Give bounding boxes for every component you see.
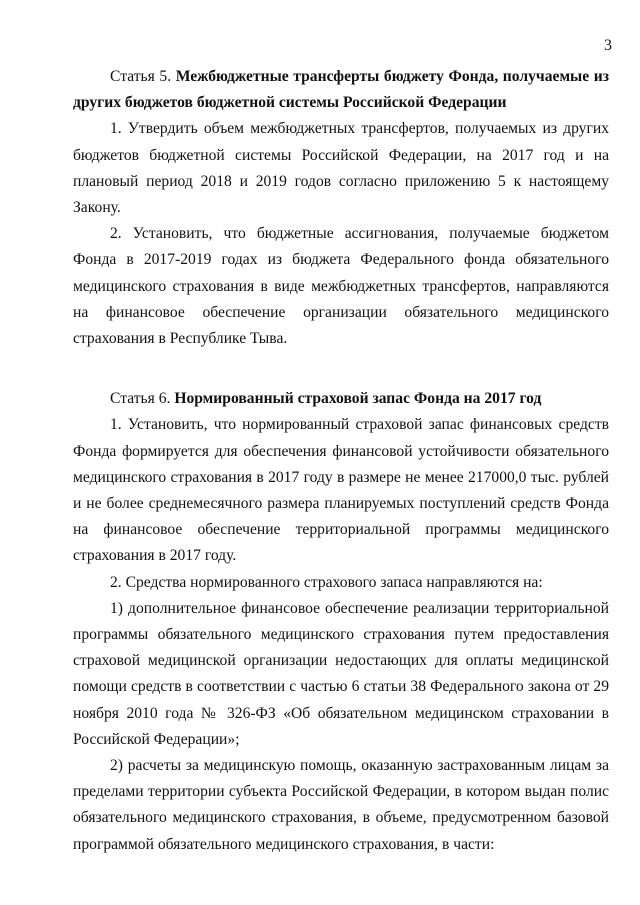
- article-5-paragraph-2: 2. Установить, что бюджетные ассигнования, получаемые бюджетом Фонда в 2017-2019 годах из бюджета Федерального фонда обязательного медицинского страхования в виде межбюджетных трансфертов, направляются на финансовое обеспечение организации обязательного медицинского страхования в Республике Тыва.: [73, 225, 609, 348]
- article-5-paragraph-1: 1. Утвердить объем межбюджетных трансфертов, получаемых из других бюджетов бюджетной системы Российской Федерации, на 2017 год и на плановый период 2018 и 2019 годов согласно приложению 5 к настоящему Закону.: [73, 120, 609, 217]
- article-6-title: Нормированный страховой запас Фонда на 2017 год: [174, 390, 542, 408]
- article-6-paragraph-4: 2) расчеты за медицинскую помощь, оказанную застрахованным лицам за пределами территории субъекта Российской Федерации, в котором выдан полис обязательного медицинского страхования, в объеме, предусмотренном базовой программой обязательного медицинского страхования, в части:: [73, 757, 609, 853]
- section-spacer: [73, 352, 609, 386]
- document-body: [73, 64, 609, 858]
- article-5-title: Межбюджетные трансферты бюджету Фонда, получаемые из других бюджетов бюджетной системы Российской Федерации: [73, 68, 609, 112]
- article-6-heading: [73, 386, 609, 412]
- article-5-heading: [73, 64, 609, 116]
- article-5-prefix: Статья 5.: [110, 68, 176, 85]
- article-6-paragraph-3: 1) дополнительное финансовое обеспечение реализации территориальной программы обязательного медицинского страхования путем предоставления страховой медицинской организации недостающих для оплаты медицинской помощи средств в соответствии с частью 6 статьи 38 Федерального закона от 29 ноября 2010 года № 326-ФЗ «Об обязательном медицинском страховании в Российской Федерации»;: [73, 599, 609, 748]
- article-6-prefix: Статья 6.: [110, 390, 175, 408]
- page-number: 3: [604, 37, 612, 54]
- article-6-paragraph-2: 2. Средства нормированного страхового запаса направляются на:: [110, 573, 543, 591]
- article-6-paragraph-1: 1. Установить, что нормированный страховой запас финансовых средств Фонда формируется для обеспечения финансовой устойчивости обязательного медицинского страхования в 2017 году в размере не менее 217000,0 тыс. рублей и не более среднемесячного размера планируемых поступлений средств Фонда на финансовое обеспечение территориальной программы медицинского страхования в 2017 году.: [73, 416, 609, 565]
